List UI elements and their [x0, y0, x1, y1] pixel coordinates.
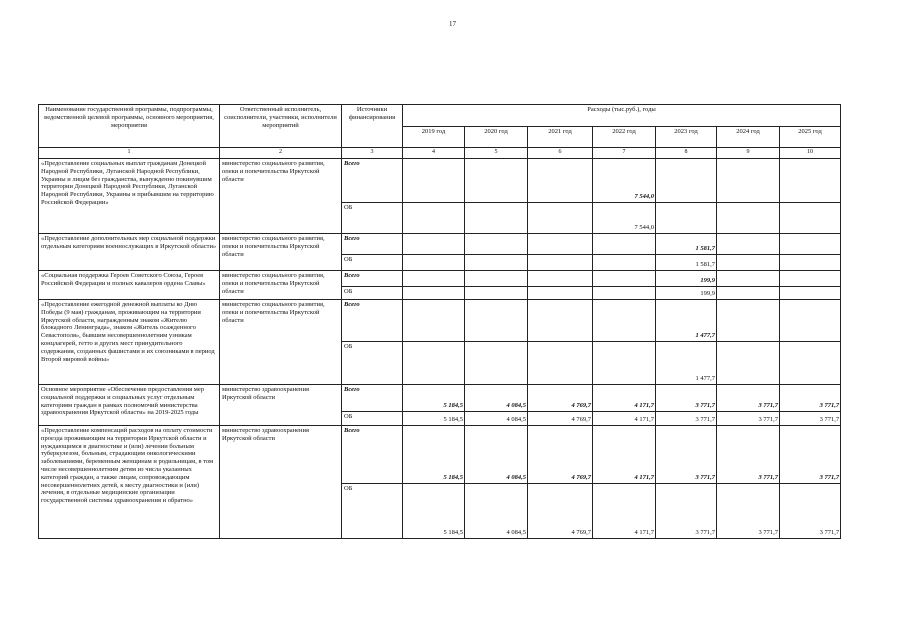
total-value-cell: 3 771,7: [656, 385, 717, 412]
total-value-cell: [528, 300, 593, 342]
total-value-cell: [593, 234, 656, 255]
total-value-cell: 1 477,7: [656, 300, 717, 342]
total-value-cell: [528, 271, 593, 287]
total-value-cell: [465, 271, 528, 287]
ob-value-cell: 199,9: [656, 287, 717, 300]
ob-value-cell: [780, 287, 841, 300]
ob-value-cell: 7 544,0: [593, 203, 656, 234]
column-index: 7: [593, 148, 656, 159]
total-value-cell: [403, 159, 465, 203]
column-index: 8: [656, 148, 717, 159]
ob-value-cell: 3 771,7: [780, 484, 841, 539]
total-value-cell: [656, 159, 717, 203]
header-year: 2021 год: [528, 127, 593, 148]
header-year: 2019 год: [403, 127, 465, 148]
ob-value-cell: [403, 342, 465, 385]
total-value-cell: [403, 300, 465, 342]
total-value-cell: [780, 234, 841, 255]
total-value-cell: 3 771,7: [780, 426, 841, 484]
total-value-cell: [717, 300, 780, 342]
total-value-cell: 7 544,0: [593, 159, 656, 203]
total-value-cell: 3 771,7: [717, 385, 780, 412]
ob-value-cell: 4 171,7: [593, 412, 656, 426]
table-row: [39, 385, 841, 412]
ob-value-cell: 3 771,7: [717, 412, 780, 426]
ob-value-cell: 4 084,5: [465, 484, 528, 539]
program-name: «Предоставление ежегодной денежной выплаты ко Дню Победы (9 мая) гражданам, проживающим на территории Иркутской области, награжденным знаком «Жителю блокадного Ленинграда», знаком «Житель осажденного Севастополя», бывшим несовершеннолетним узникам концлагерей, гетто и других мест принудительного содержания, созданных фашистами и их союзниками в период Второй мировой войны»: [39, 300, 220, 385]
total-value-cell: 199,9: [656, 271, 717, 287]
ob-value-cell: 5 184,5: [403, 412, 465, 426]
header-year: 2024 год: [717, 127, 780, 148]
program-name: «Предоставление социальных выплат гражданам Донецкой Народной Республики, Луганской Народной Республики, Украины и лицам без гражданства, вынужденно покинувшим территории Донецкой Народной Республики, Луганской Народной Республики, Украины и прибывшим на территорию Российской Федерации»: [39, 159, 220, 234]
column-index: 1: [39, 148, 220, 159]
total-value-cell: [780, 271, 841, 287]
header-year: 2022 год: [593, 127, 656, 148]
total-value-cell: 5 184,5: [403, 426, 465, 484]
table-row: [39, 300, 841, 342]
source-total-label: Всего: [342, 234, 403, 255]
total-value-cell: 4 171,7: [593, 426, 656, 484]
ob-value-cell: [780, 203, 841, 234]
source-total-label: Всего: [342, 159, 403, 203]
budget-table: [38, 104, 841, 539]
header-year: 2020 год: [465, 127, 528, 148]
total-value-cell: 4 171,7: [593, 385, 656, 412]
ob-value-cell: 1 581,7: [656, 255, 717, 271]
program-name: «Предоставление дополнительных мер социальной поддержки отдельным категориям военнослужащих в Иркутской области»: [39, 234, 220, 271]
source-total-label: Всего: [342, 271, 403, 287]
ob-value-cell: [528, 287, 593, 300]
header-year: 2025 год: [780, 127, 841, 148]
total-value-cell: 4 084,5: [465, 385, 528, 412]
table-row: [39, 234, 841, 255]
source-total-label: Всего: [342, 300, 403, 342]
program-name: Основное мероприятие «Обеспечение предоставления мер социальной поддержки и социальных услуг отдельным категориям граждан в рамках полномочий министерства здравоохранения Иркутской области» на 2019-2025 годы: [39, 385, 220, 426]
total-value-cell: [717, 159, 780, 203]
ob-value-cell: [593, 342, 656, 385]
ob-value-cell: [465, 342, 528, 385]
source-total-label: Всего: [342, 385, 403, 412]
column-index: 9: [717, 148, 780, 159]
ob-value-cell: [528, 255, 593, 271]
header-executor: Ответственный исполнитель, соисполнители, участники, исполнители мероприятий: [220, 105, 342, 148]
total-value-cell: [780, 159, 841, 203]
ob-value-cell: [593, 255, 656, 271]
total-value-cell: [403, 271, 465, 287]
ob-value-cell: [465, 203, 528, 234]
header-year: 2023 год: [656, 127, 717, 148]
ob-value-cell: [717, 203, 780, 234]
table-row: [39, 271, 841, 287]
total-value-cell: 4 769,7: [528, 385, 593, 412]
ob-value-cell: [717, 287, 780, 300]
program-name: «Предоставление компенсаций расходов на оплату стоимости проезда проживающим на территории Иркутской области и нуждающимся в диагностике и (или) лечении больным туберкулезом, больным, страдающим онкологическими заболеваниями, беременным женщинам и родильницам, в том числе несовершеннолетним детям из числа указанных категорий граждан, а также лицам, сопровождающим несовершеннолетних детей, к месту диагностики и (или) лечения, в отдельные медицинские организации государственной системы здравоохранения и обратно»: [39, 426, 220, 539]
total-value-cell: [403, 234, 465, 255]
program-executor: министерство социального развития, опеки и попечительства Иркутской области: [220, 234, 342, 271]
ob-value-cell: 5 184,5: [403, 484, 465, 539]
source-total-label: Всего: [342, 426, 403, 484]
ob-value-cell: [403, 203, 465, 234]
ob-value-cell: [465, 255, 528, 271]
total-value-cell: [465, 300, 528, 342]
program-executor: министерство здравоохранения Иркутской области: [220, 426, 342, 539]
program-executor: министерство социального развития, опеки и попечительства Иркутской области: [220, 159, 342, 234]
total-value-cell: [593, 271, 656, 287]
ob-value-cell: 3 771,7: [780, 412, 841, 426]
ob-value-cell: [717, 255, 780, 271]
header-name: Наименование государственной программы, подпрограммы, ведомственной целевой программы, основного мероприятия, мероприятия: [39, 105, 220, 148]
source-ob-label: ОБ: [342, 255, 403, 271]
column-index: 6: [528, 148, 593, 159]
column-index: 5: [465, 148, 528, 159]
ob-value-cell: [656, 203, 717, 234]
ob-value-cell: [717, 342, 780, 385]
column-index: 2: [220, 148, 342, 159]
total-value-cell: [465, 234, 528, 255]
ob-value-cell: 3 771,7: [656, 412, 717, 426]
total-value-cell: [780, 300, 841, 342]
ob-value-cell: [403, 255, 465, 271]
ob-value-cell: 4 769,7: [528, 484, 593, 539]
table-row: [39, 426, 841, 484]
column-index: 3: [342, 148, 403, 159]
header-expenses: Расходы (тыс.руб.), годы: [403, 105, 841, 127]
column-index: 4: [403, 148, 465, 159]
total-value-cell: 1 581,7: [656, 234, 717, 255]
table-row: [39, 159, 841, 203]
ob-value-cell: [593, 287, 656, 300]
total-value-cell: [593, 300, 656, 342]
total-value-cell: 5 184,5: [403, 385, 465, 412]
ob-value-cell: 3 771,7: [717, 484, 780, 539]
total-value-cell: [465, 159, 528, 203]
total-value-cell: 3 771,7: [717, 426, 780, 484]
source-ob-label: ОБ: [342, 203, 403, 234]
total-value-cell: 3 771,7: [656, 426, 717, 484]
ob-value-cell: 3 771,7: [656, 484, 717, 539]
ob-value-cell: [780, 255, 841, 271]
total-value-cell: [717, 234, 780, 255]
program-executor: министерство социального развития, опеки и попечительства Иркутской области: [220, 300, 342, 385]
total-value-cell: 4 084,5: [465, 426, 528, 484]
total-value-cell: [717, 271, 780, 287]
ob-value-cell: 4 769,7: [528, 412, 593, 426]
program-executor: министерство социального развития, опеки и попечительства Иркутской области: [220, 271, 342, 300]
ob-value-cell: 4 171,7: [593, 484, 656, 539]
source-ob-label: ОБ: [342, 342, 403, 385]
header-source: Источники финансирования: [342, 105, 403, 148]
program-name: «Социальная поддержка Героев Советского Союза, Героев Российской Федерации и полных кавалеров ордена Славы»: [39, 271, 220, 300]
ob-value-cell: [403, 287, 465, 300]
column-index: 10: [780, 148, 841, 159]
page-number: 17: [449, 20, 456, 28]
ob-value-cell: [465, 287, 528, 300]
ob-value-cell: [528, 342, 593, 385]
total-value-cell: 3 771,7: [780, 385, 841, 412]
source-ob-label: ОБ: [342, 287, 403, 300]
program-executor: министерство здравоохранения Иркутской области: [220, 385, 342, 426]
total-value-cell: [528, 234, 593, 255]
total-value-cell: 4 769,7: [528, 426, 593, 484]
ob-value-cell: 1 477,7: [656, 342, 717, 385]
ob-value-cell: [528, 203, 593, 234]
total-value-cell: [528, 159, 593, 203]
source-ob-label: ОБ: [342, 484, 403, 539]
ob-value-cell: [780, 342, 841, 385]
ob-value-cell: 4 084,5: [465, 412, 528, 426]
source-ob-label: ОБ: [342, 412, 403, 426]
